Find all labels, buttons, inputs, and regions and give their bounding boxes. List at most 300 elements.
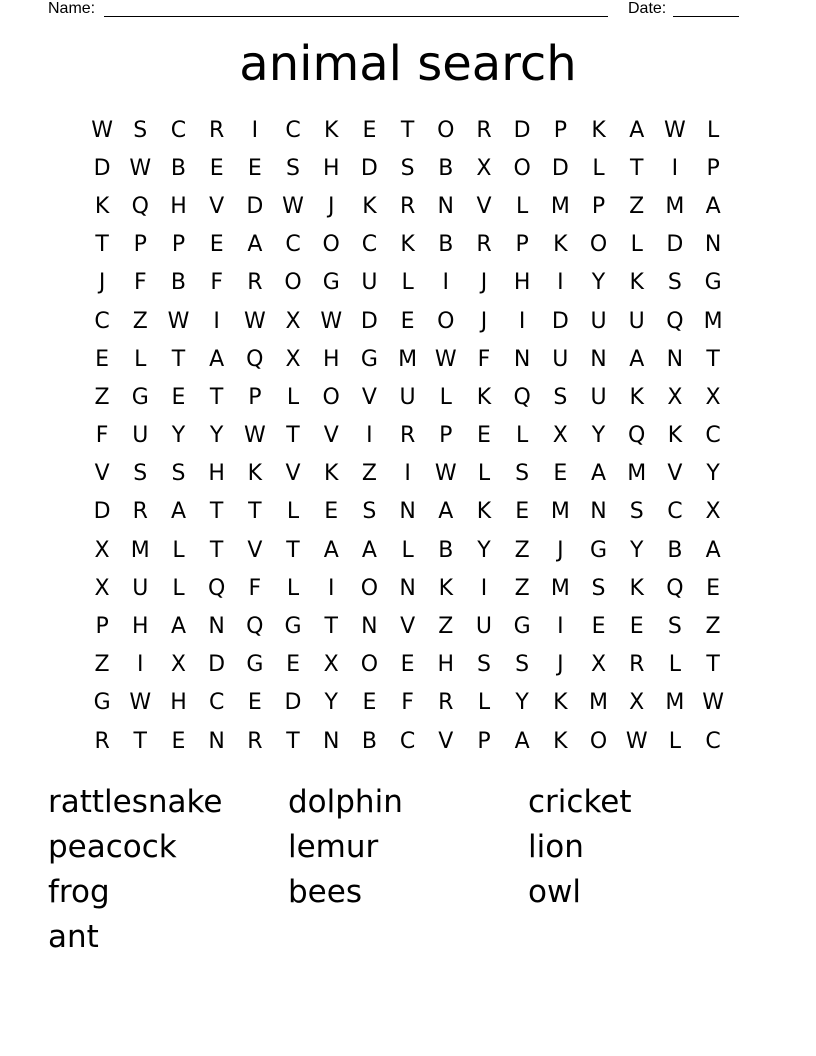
- grid-cell: P: [553, 117, 567, 143]
- grid-cell: T: [286, 423, 300, 449]
- grid-cell: Q: [246, 614, 264, 640]
- grid-cell: E: [171, 728, 186, 754]
- grid-cell: I: [518, 308, 526, 334]
- grid-cell: I: [251, 117, 259, 143]
- grid-cell: O: [589, 728, 608, 754]
- grid-cell: W: [129, 155, 152, 181]
- grid-cell: X: [476, 155, 492, 181]
- grid-cell: L: [706, 117, 720, 143]
- grid-cell: M: [550, 499, 570, 525]
- grid-cell: E: [209, 155, 224, 181]
- grid-cell: R: [132, 499, 148, 525]
- grid-cell: S: [133, 117, 148, 143]
- grid-cell: L: [592, 155, 605, 181]
- grid-cell: T: [706, 652, 720, 678]
- grid-cell: E: [95, 346, 110, 372]
- grid-cell: R: [476, 117, 492, 143]
- grid-cell: C: [361, 232, 378, 258]
- grid-cell: L: [172, 537, 185, 563]
- grid-cell: Y: [477, 537, 491, 563]
- grid-cell: L: [516, 193, 529, 219]
- grid-cell: A: [170, 499, 186, 525]
- grid-cell: U: [475, 614, 493, 640]
- grid-cell: G: [284, 614, 302, 640]
- grid-cell: X: [552, 423, 568, 449]
- grid-cell: E: [515, 499, 530, 525]
- grid-cell: G: [246, 652, 264, 678]
- grid-cell: K: [553, 728, 568, 754]
- grid-cell: I: [404, 461, 411, 487]
- grid-cell: L: [134, 346, 147, 372]
- grid-cell: H: [208, 461, 225, 487]
- grid-cell: V: [247, 537, 263, 563]
- grid-cell: E: [400, 652, 415, 678]
- grid-cell: A: [705, 537, 721, 563]
- grid-cell: K: [247, 461, 263, 487]
- grid-cell: T: [706, 346, 720, 372]
- grid-cell: H: [513, 270, 531, 296]
- grid-cell: E: [591, 614, 606, 640]
- grid-cell: V: [361, 384, 377, 410]
- grid-cell: L: [401, 537, 414, 563]
- grid-cell: J: [480, 308, 488, 334]
- grid-cell: Q: [666, 575, 684, 601]
- grid-cell: X: [285, 308, 301, 334]
- grid-cell: X: [629, 690, 645, 716]
- grid-cell: P: [477, 728, 491, 754]
- grid-cell: E: [324, 499, 339, 525]
- grid-cell: E: [706, 575, 721, 601]
- grid-cell: T: [209, 499, 224, 525]
- grid-cell: I: [557, 270, 564, 296]
- grid-cell: Q: [513, 384, 531, 410]
- grid-cell: V: [285, 461, 301, 487]
- grid-cell: F: [210, 270, 223, 296]
- grid-cell: K: [400, 232, 415, 258]
- grid-cell: T: [629, 155, 644, 181]
- grid-cell: E: [629, 614, 644, 640]
- grid-cell: K: [362, 193, 377, 219]
- grid-cell: Y: [591, 270, 606, 296]
- grid-cell: Z: [514, 537, 530, 563]
- grid-cell: Z: [438, 614, 454, 640]
- grid-cell: D: [513, 117, 531, 143]
- grid-cell: P: [591, 193, 606, 219]
- grid-cell: O: [284, 270, 302, 296]
- grid-cell: Z: [361, 461, 377, 487]
- grid-cell: N: [399, 499, 416, 525]
- grid-cell: P: [515, 232, 529, 258]
- grid-cell: D: [666, 232, 684, 258]
- grid-cell: L: [477, 690, 491, 716]
- word-list-item: rattlesnake: [48, 784, 223, 820]
- grid-cell: M: [627, 461, 647, 487]
- grid-cell: B: [438, 232, 454, 258]
- grid-cell: H: [437, 652, 455, 678]
- grid-cell: U: [552, 346, 569, 372]
- grid-cell: W: [243, 308, 266, 334]
- grid-cell: O: [360, 652, 379, 678]
- grid-cell: R: [247, 270, 263, 296]
- grid-cell: E: [286, 652, 300, 678]
- grid-cell: B: [170, 155, 187, 181]
- grid-cell: L: [668, 652, 682, 678]
- grid-cell: Q: [246, 346, 264, 372]
- word-list-item: peacock: [48, 829, 177, 865]
- grid-cell: T: [209, 384, 224, 410]
- grid-cell: C: [285, 117, 301, 143]
- grid-cell: K: [553, 232, 568, 258]
- grid-cell: K: [324, 461, 339, 487]
- grid-cell: W: [625, 728, 648, 754]
- grid-cell: P: [95, 614, 109, 640]
- grid-cell: P: [248, 384, 262, 410]
- grid-cell: L: [630, 232, 643, 258]
- grid-cell: C: [667, 499, 683, 525]
- grid-cell: G: [513, 614, 531, 640]
- grid-cell: D: [93, 155, 111, 181]
- grid-cell: C: [208, 690, 225, 716]
- grid-cell: J: [480, 270, 488, 296]
- grid-cell: T: [95, 232, 109, 258]
- grid-cell: Z: [94, 652, 110, 678]
- grid-cell: O: [437, 308, 455, 334]
- grid-cell: V: [438, 728, 454, 754]
- grid-cell: G: [93, 690, 111, 716]
- grid-cell: S: [133, 461, 148, 487]
- grid-cell: K: [667, 423, 683, 449]
- grid-cell: J: [327, 193, 335, 219]
- grid-cell: K: [629, 270, 644, 296]
- grid-cell: O: [513, 155, 531, 181]
- grid-cell: I: [213, 308, 220, 334]
- grid-cell: V: [400, 614, 416, 640]
- word-list-item: frog: [48, 874, 110, 910]
- grid-cell: I: [366, 423, 373, 449]
- grid-cell: K: [553, 690, 568, 716]
- grid-cell: S: [667, 614, 682, 640]
- grid-cell: O: [360, 575, 379, 601]
- grid-cell: S: [667, 270, 682, 296]
- grid-cell: A: [705, 193, 721, 219]
- word-list-item: cricket: [528, 784, 632, 820]
- grid-cell: F: [95, 423, 109, 449]
- grid-cell: E: [362, 117, 377, 143]
- grid-cell: T: [286, 728, 300, 754]
- grid-cell: X: [94, 537, 110, 563]
- grid-cell: G: [590, 537, 608, 563]
- grid-cell: T: [133, 728, 147, 754]
- grid-cell: R: [629, 652, 645, 678]
- word-list: [48, 780, 768, 960]
- header: [48, 0, 748, 20]
- grid-cell: E: [553, 461, 568, 487]
- grid-cell: K: [629, 384, 644, 410]
- grid-cell: R: [476, 232, 492, 258]
- grid-cell: U: [399, 384, 416, 410]
- grid-cell: C: [399, 728, 416, 754]
- grid-cell: B: [667, 537, 683, 563]
- grid-cell: E: [400, 308, 415, 334]
- grid-cell: N: [666, 346, 684, 372]
- grid-cell: I: [442, 270, 450, 296]
- grid-cell: B: [361, 728, 377, 754]
- grid-cell: V: [94, 461, 110, 487]
- grid-cell: L: [477, 461, 491, 487]
- grid-cell: T: [286, 537, 300, 563]
- grid-cell: I: [327, 575, 335, 601]
- grid-cell: X: [285, 346, 301, 372]
- grid-cell: X: [170, 652, 186, 678]
- grid-cell: L: [286, 499, 300, 525]
- grid-cell: A: [361, 537, 377, 563]
- grid-cell: C: [170, 117, 187, 143]
- grid-cell: N: [590, 346, 607, 372]
- grid-cell: L: [172, 575, 185, 601]
- grid-cell: B: [438, 155, 454, 181]
- grid-cell: W: [129, 690, 152, 716]
- grid-cell: R: [247, 728, 263, 754]
- grid-cell: N: [399, 575, 416, 601]
- grid-cell: Y: [324, 690, 338, 716]
- grid-cell: S: [553, 384, 568, 410]
- grid-cell: S: [515, 461, 530, 487]
- grid-cell: K: [324, 117, 339, 143]
- grid-cell: T: [171, 346, 186, 372]
- grid-cell: M: [589, 690, 609, 716]
- grid-cell: U: [132, 423, 149, 449]
- grid-cell: C: [705, 423, 721, 449]
- grid-cell: Z: [514, 575, 530, 601]
- grid-cell: A: [514, 728, 530, 754]
- date-blank-line: [673, 16, 739, 17]
- page-title: animal search: [239, 36, 577, 92]
- grid-cell: W: [664, 117, 686, 143]
- grid-cell: M: [550, 575, 570, 601]
- grid-cell: Y: [515, 690, 529, 716]
- grid-cell: F: [401, 690, 414, 716]
- grid-cell: Z: [132, 308, 148, 334]
- grid-cell: D: [551, 308, 569, 334]
- grid-cell: Z: [94, 384, 110, 410]
- grid-cell: Q: [666, 308, 684, 334]
- word-list-item: owl: [528, 874, 581, 910]
- grid-cell: X: [705, 499, 721, 525]
- grid-cell: H: [170, 690, 187, 716]
- grid-cell: W: [243, 423, 266, 449]
- grid-cell: H: [322, 346, 340, 372]
- grid-cell: R: [399, 193, 416, 219]
- name-label: Name:: [48, 0, 96, 17]
- grid-cell: G: [704, 270, 722, 296]
- grid-cell: K: [438, 575, 453, 601]
- word-list-item: lion: [528, 829, 584, 865]
- grid-cell: F: [248, 575, 262, 601]
- grid-cell: W: [434, 346, 457, 372]
- grid-cell: O: [322, 232, 340, 258]
- grid-cell: Y: [706, 461, 720, 487]
- grid-cell: T: [324, 614, 338, 640]
- grid-cell: G: [322, 270, 340, 296]
- grid-cell: K: [476, 384, 492, 410]
- word-list-item: bees: [288, 874, 362, 910]
- grid-cell: U: [590, 384, 607, 410]
- grid-cell: K: [94, 193, 110, 219]
- grid-cell: I: [480, 575, 488, 601]
- grid-cell: N: [590, 499, 607, 525]
- grid-cell: V: [667, 461, 683, 487]
- word-list-item: ant: [48, 919, 99, 955]
- grid-cell: T: [248, 499, 262, 525]
- grid-cell: O: [437, 117, 455, 143]
- grid-cell: N: [361, 614, 378, 640]
- grid-cell: T: [209, 537, 224, 563]
- grid-cell: R: [94, 728, 110, 754]
- grid-cell: O: [589, 232, 608, 258]
- grid-cell: P: [439, 423, 453, 449]
- grid-cell: I: [557, 614, 564, 640]
- grid-cell: V: [323, 423, 339, 449]
- grid-cell: R: [209, 117, 225, 143]
- grid-cell: J: [98, 270, 106, 296]
- grid-cell: W: [434, 461, 457, 487]
- grid-cell: M: [130, 537, 150, 563]
- grid-cell: P: [706, 155, 720, 181]
- grid-cell: U: [628, 308, 645, 334]
- grid-cell: D: [360, 155, 378, 181]
- letter-grid: [83, 111, 732, 760]
- grid-cell: L: [286, 384, 300, 410]
- grid-cell: H: [322, 155, 340, 181]
- grid-cell: K: [629, 575, 644, 601]
- grid-cell: F: [133, 270, 147, 296]
- grid-cell: A: [591, 461, 607, 487]
- grid-cell: N: [208, 728, 225, 754]
- grid-cell: Y: [171, 423, 186, 449]
- grid-cell: I: [671, 155, 679, 181]
- grid-cell: C: [285, 232, 301, 258]
- grid-cell: D: [208, 652, 226, 678]
- grid-cell: R: [438, 690, 454, 716]
- grid-cell: W: [702, 690, 724, 716]
- grid-cell: V: [476, 193, 492, 219]
- grid-cell: F: [477, 346, 491, 372]
- grid-cell: A: [209, 346, 225, 372]
- grid-cell: V: [209, 193, 225, 219]
- grid-cell: Q: [207, 575, 226, 601]
- grid-cell: L: [401, 270, 414, 296]
- grid-cell: U: [132, 575, 149, 601]
- grid-cell: S: [400, 155, 415, 181]
- grid-cell: L: [286, 575, 300, 601]
- grid-cell: P: [171, 232, 186, 258]
- grid-cell: B: [438, 537, 454, 563]
- grid-cell: W: [320, 308, 343, 334]
- grid-cell: T: [400, 117, 415, 143]
- grid-cell: N: [513, 346, 531, 372]
- grid-cell: M: [550, 193, 570, 219]
- grid-cell: R: [399, 423, 416, 449]
- grid-cell: X: [667, 384, 683, 410]
- grid-cell: J: [557, 652, 564, 678]
- grid-cell: H: [132, 614, 149, 640]
- grid-cell: S: [286, 155, 301, 181]
- grid-cell: N: [704, 232, 722, 258]
- grid-cell: X: [590, 652, 607, 678]
- grid-cell: D: [246, 193, 264, 219]
- grid-cell: M: [665, 690, 685, 716]
- grid-cell: U: [361, 270, 378, 296]
- grid-cell: C: [705, 728, 721, 754]
- grid-cell: X: [705, 384, 721, 410]
- grid-cell: S: [515, 652, 530, 678]
- grid-cell: S: [591, 575, 606, 601]
- grid-cell: E: [247, 690, 262, 716]
- grid-cell: H: [170, 193, 187, 219]
- grid-cell: M: [398, 346, 418, 372]
- word-list-item: dolphin: [288, 784, 403, 820]
- grid-cell: Z: [629, 193, 645, 219]
- grid-cell: L: [439, 384, 452, 410]
- grid-cell: J: [557, 537, 564, 563]
- grid-cell: W: [167, 308, 190, 334]
- grid-cell: Q: [131, 193, 149, 219]
- grid-cell: D: [360, 308, 378, 334]
- grid-cell: C: [94, 308, 110, 334]
- grid-cell: E: [362, 690, 377, 716]
- grid-cell: E: [171, 384, 186, 410]
- grid-cell: Y: [629, 537, 644, 563]
- word-list-item: lemur: [288, 829, 379, 865]
- grid-cell: A: [629, 117, 645, 143]
- grid-cell: Z: [705, 614, 721, 640]
- grid-cell: P: [133, 232, 147, 258]
- grid-cell: D: [284, 690, 302, 716]
- grid-cell: S: [629, 499, 644, 525]
- grid-cell: B: [170, 270, 187, 296]
- grid-cell: M: [665, 193, 685, 219]
- grid-cell: L: [668, 728, 682, 754]
- grid-cell: E: [477, 423, 491, 449]
- grid-cell: X: [323, 652, 339, 678]
- grid-cell: A: [629, 346, 645, 372]
- grid-cell: K: [591, 117, 606, 143]
- grid-cell: K: [476, 499, 492, 525]
- grid-cell: I: [137, 652, 144, 678]
- grid-cell: E: [209, 232, 224, 258]
- grid-cell: A: [438, 499, 454, 525]
- grid-cell: S: [476, 652, 491, 678]
- grid-cell: E: [247, 155, 262, 181]
- grid-cell: A: [247, 232, 263, 258]
- grid-cell: A: [170, 614, 186, 640]
- grid-cell: N: [208, 614, 225, 640]
- grid-cell: G: [131, 384, 149, 410]
- grid-cell: U: [590, 308, 607, 334]
- grid-cell: X: [94, 575, 110, 601]
- grid-cell: N: [322, 728, 340, 754]
- grid-cell: S: [362, 499, 377, 525]
- grid-cell: O: [322, 384, 340, 410]
- grid-cell: Q: [628, 423, 646, 449]
- grid-cell: D: [93, 499, 111, 525]
- grid-cell: S: [171, 461, 186, 487]
- grid-cell: W: [91, 117, 113, 143]
- grid-cell: Y: [209, 423, 224, 449]
- grid-cell: M: [703, 308, 723, 334]
- grid-cell: Y: [591, 423, 606, 449]
- grid-cell: W: [282, 193, 304, 219]
